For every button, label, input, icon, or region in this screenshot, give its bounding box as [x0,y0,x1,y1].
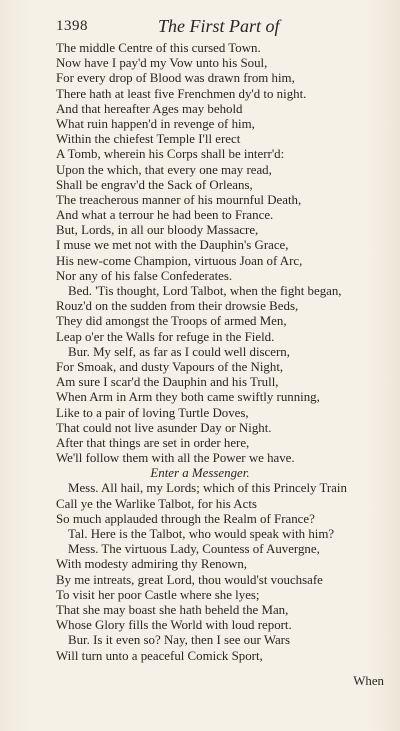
verse-line: Bed. 'Tis thought, Lord Talbot, when the fight began, [68,284,342,298]
verse-line: When Arm in Arm they both came swiftly running, [56,390,320,405]
verse-line: With modesty admiring thy Renown, [56,557,248,572]
verse-line: Bur. My self, as far as I could well discern, [68,344,290,359]
verse-line: For Smoak, and dusty Vapours of the Night, [56,359,284,374]
page-header [56,18,360,40]
verse-line: Mess. All hail, my Lords; which of this Princely Train [68,481,347,496]
verse-line: Whose Glory fills the World with loud report. [56,618,292,633]
verse-line: The treacherous manner of his mournful Death, [56,192,302,207]
verse-line: There hath at least five Frenchmen dy'd to night. [56,86,307,101]
verse-line: And that hereafter Ages may behold [56,101,243,116]
verse-line: Tal. Here is the Talbot, who would speak with him? [68,527,335,541]
verse-line: We'll follow them with all the Power we have. [56,451,295,466]
verse-line: That could not live asunder Day or Night. [56,420,272,435]
page-number: 1398 [56,18,88,34]
verse-line: Like to a pair of loving Turtle Doves, [56,405,249,420]
verse-line: Nor any of his false Confederates. [56,268,233,283]
verse-line: The middle Centre of this cursed Town. [56,41,261,55]
verse-line: So much applauded through the Realm of France? [56,511,315,526]
verse-line: His new-come Champion, virtuous Joan of Arc, [56,253,303,268]
verse-line: What ruin happen'd in revenge of him, [56,116,255,131]
verse-line: Within the chiefest Temple I'll erect [56,132,241,147]
verse-line: For every drop of Blood was drawn from him, [56,71,295,86]
verse-line: Mess. The virtuous Lady, Countess of Auvergne, [68,542,320,557]
verse-line: But, Lords, in all our bloody Massacre, [56,223,259,238]
verse-line: After that things are set in order here, [56,435,250,450]
stage-direction: Enter a Messenger. [150,466,250,481]
verse-line: That she may boast she hath beheld the Man, [56,602,289,617]
running-title: The First Part of [158,16,280,36]
verse-line: Bur. Is it even so? Nay, then I see our Wars [68,633,290,648]
verse-line: To visit her poor Castle where she lyes; [56,587,260,602]
verse-line: Now have I pay'd my Vow unto his Soul, [56,56,268,71]
verse-line: Leap o'er the Walls for refuge in the Field. [56,329,275,344]
verse-line: I muse we met not with the Dauphin's Grace, [56,238,289,253]
play-text [56,41,394,689]
verse-line: Am sure I scar'd the Dauphin and his Trull, [56,375,279,390]
verse-line: Rouz'd on the sudden from their drowsie Beds, [56,299,299,314]
catchword: When [353,673,384,688]
verse-line: A Tomb, wherein his Corps shall be interr'd: [56,147,285,162]
verse-line: Call ye the Warlike Talbot, for his Acts [56,496,257,511]
verse-line: They did amongst the Troops of armed Men, [56,314,287,329]
verse-line: By me intreats, great Lord, thou would'st vouchsafe [56,572,323,587]
verse-line: And what a terrour he had been to France. [56,208,274,223]
verse-line: Will turn unto a peaceful Comick Sport, [56,648,263,663]
verse-line: Upon the which, that every one may read, [56,162,272,177]
verse-line: Shall be engrav'd the Sack of Orleans, [56,177,253,192]
